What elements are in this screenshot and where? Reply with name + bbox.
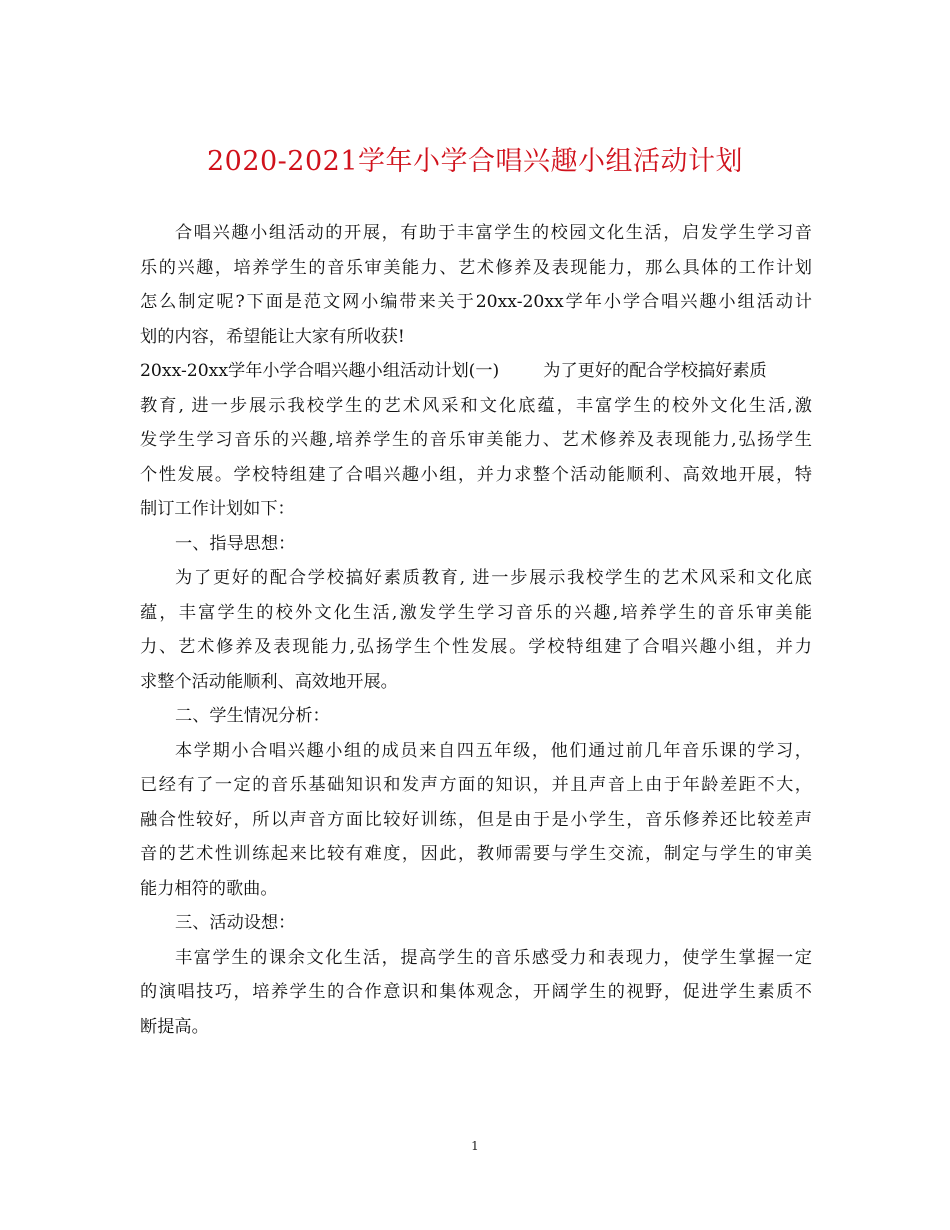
section-heading: 一、指导思想： xyxy=(175,533,296,554)
intro-line: 划的内容，希望能让大家有所收获! xyxy=(140,326,405,347)
section3-line: 断提高。 xyxy=(140,1016,209,1037)
document-body xyxy=(140,216,812,1044)
page-number: 1 xyxy=(471,1139,479,1153)
section2-line: 本学期小合唱兴趣小组的成员来自四五年级，他们通过前几年音乐课的学习， xyxy=(175,740,812,761)
plan-heading-line xyxy=(140,354,812,389)
section2-line: 已经有了一定的音乐基础知识和发声方面的知识，并且声音上由于年龄差距不大， xyxy=(140,775,812,795)
section-heading: 二、学生情况分析： xyxy=(175,706,330,726)
plan-line: 教育, 进一步展示我校学生的艺术风采和文化底蕴，丰富学生的校外文化生活,激 xyxy=(140,395,812,416)
section1-line: 蕴，丰富学生的校外文化生活,激发学生学习音乐的兴趣,培养学生的音乐审美能 xyxy=(140,602,812,623)
intro-line: 合唱兴趣小组活动的开展，有助于丰富学生的校园文化生活，启发学生学习音 xyxy=(175,223,812,243)
section1-line: 为了更好的配合学校搞好素质教育, 进一步展示我校学生的艺术风采和文化底 xyxy=(175,568,812,588)
section-heading: 三、活动设想： xyxy=(175,913,296,933)
section2-line: 能力相符的歌曲。 xyxy=(140,878,278,899)
plan-heading: 20xx-20xx学年小学合唱兴趣小组活动计划(一) xyxy=(140,361,500,381)
section3-line: 丰富学生的课余文化生活，提高学生的音乐感受力和表现力，使学生掌握一定 xyxy=(175,947,812,968)
intro-line: 怎么制定呢?下面是范文网小编带来关于20xx-20xx学年小学合唱兴趣小组活动计 xyxy=(140,292,812,312)
section3-line: 的演唱技巧，培养学生的合作意识和集体观念，开阔学生的视野，促进学生素质不 xyxy=(140,982,812,1002)
document-title: 2020-2021学年小学合唱兴趣小组活动计划 xyxy=(206,146,744,177)
plan-line: 制订工作计划如下： xyxy=(140,499,295,519)
section1-line: 求整个活动能顺利、高效地开展。 xyxy=(140,671,398,692)
section1-line: 力、艺术修养及表现能力,弘扬学生个性发展。学校特组建了合唱兴趣小组，并力 xyxy=(140,637,812,657)
plan-line: 个性发展。学校特组建了合唱兴趣小组，并力求整个活动能顺利、高效地开展，特 xyxy=(140,464,812,485)
intro-line: 乐的兴趣，培养学生的音乐审美能力、艺术修养及表现能力，那么具体的工作计划 xyxy=(140,257,812,278)
section2-line: 融合性较好，所以声音方面比较好训练，但是由于是小学生，音乐修养还比较差声 xyxy=(140,809,812,830)
plan-first-line-rest: 为了更好的配合学校搞好素质 xyxy=(543,361,767,381)
plan-line: 发学生学习音乐的兴趣,培养学生的音乐审美能力、艺术修养及表现能力,弘扬学生 xyxy=(140,430,812,450)
section2-line: 音的艺术性训练起来比较有难度，因此，教师需要与学生交流，制定与学生的审美 xyxy=(140,844,812,864)
